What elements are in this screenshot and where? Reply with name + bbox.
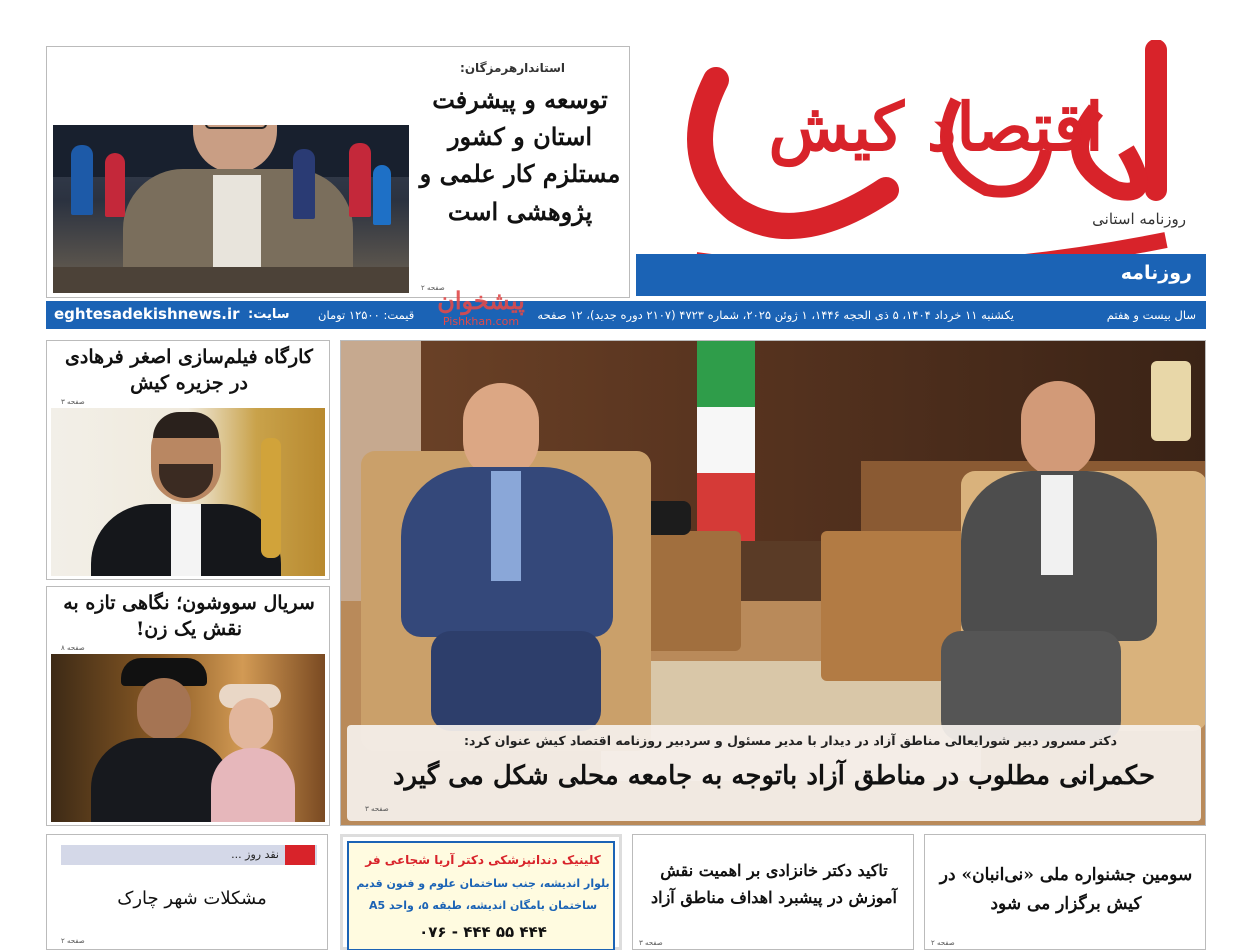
masthead-subtitle: روزنامه استانی — [1092, 210, 1186, 228]
column-logo-icon — [285, 845, 315, 865]
left-story-1[interactable] — [46, 340, 330, 580]
page-ref: صفحه ۳ — [639, 939, 663, 947]
dental-ad[interactable] — [340, 834, 622, 950]
masthead — [636, 40, 1206, 298]
page-ref: صفحه ۲ — [421, 284, 445, 292]
story-headline: کارگاه فیلم‌سازی اصغر فرهادی در جزیره کیش — [65, 346, 313, 394]
masthead-blue-bar — [636, 254, 1206, 296]
page-ref: صفحه ۲ — [931, 939, 955, 947]
info-bar — [46, 301, 1206, 329]
iran-flag — [697, 341, 755, 541]
oscar-statuette — [261, 438, 281, 558]
main-story-kicker: دکتر مسرور دبیر شورایعالی مناطق آزاد در دیدار با مدیر مسئول و سردبیر روزنامه اقتصاد کیش عنوان کرد: — [464, 733, 1117, 748]
column-label: نقد روز ... — [231, 848, 279, 861]
main-story-headline: حکمرانی مطلوب در مناطق آزاد باتوجه به جامعه محلی شکل می گیرد — [392, 761, 1156, 791]
host-shirt — [1041, 475, 1073, 575]
story-3[interactable] — [632, 834, 914, 950]
farhadi-photo — [51, 408, 325, 576]
microphone — [373, 165, 391, 225]
actor-coat — [91, 738, 231, 822]
microphone — [349, 143, 371, 217]
series-photo — [51, 654, 325, 822]
ad-address-1: بلوار اندیشه، جنب ساختمان علوم و فنون قدیم — [356, 877, 610, 890]
issue-year: سال بیست و هفتم — [1106, 308, 1196, 322]
watermark-text: پیشخوان — [437, 286, 525, 315]
guest-head — [463, 383, 539, 479]
watermark-url: Pishkhan.com — [442, 315, 520, 328]
main-story[interactable] — [340, 340, 1206, 826]
flag-green — [697, 341, 755, 407]
column-header — [61, 845, 317, 865]
story-4[interactable] — [924, 834, 1206, 950]
flag-white — [697, 407, 755, 473]
top-story-headline[interactable] — [415, 81, 625, 230]
page-ref: صفحه ۳ — [365, 805, 389, 813]
headline-line: پژوهشی است — [447, 196, 593, 226]
headline-line: توسعه و پیشرفت — [432, 85, 608, 114]
speaker-glasses — [205, 125, 267, 129]
story-headline: تاکید دکتر خانزادی بر اهمیت نقش آموزش در پیشبرد اهداف مناطق آزاد — [651, 861, 897, 908]
ad-phone: ۰۷۶ - ۴۴۴ ۵۵ ۴۴۴ — [419, 923, 547, 941]
wall-light — [1151, 361, 1191, 441]
page-ref: صفحه ۸ — [61, 644, 85, 652]
story-headline: سریال سووشون؛ نگاهی تازه به نقش یک زن! — [63, 592, 315, 640]
ad-title: کلینیک دندانپزشکی دکتر آریا شجاعی فر — [365, 853, 601, 867]
microphone — [71, 145, 93, 215]
phone-table — [641, 531, 741, 651]
masthead-label: روزنامه — [1120, 262, 1192, 284]
person-shirt — [171, 504, 201, 576]
top-story-box[interactable] — [46, 46, 630, 298]
actor-head — [137, 678, 191, 740]
logo-text: اقتصاد کیش — [768, 88, 1104, 166]
column-title: مشکلات شهر چارک — [117, 888, 267, 909]
issue-date: یکشنبه ۱۱ خرداد ۱۴۰۴، ۵ ذی الحجه ۱۴۴۶، ۱ ژوئن ۲۰۲۵، شماره ۴۷۲۳ (۲۱۰۷ دوره جدید)، ۱۲ صفحه — [537, 308, 1014, 322]
column-box[interactable] — [46, 834, 328, 950]
headline-line: استان و کشور — [447, 122, 593, 152]
left-story-2[interactable] — [46, 586, 330, 826]
page-ref: صفحه ۲ — [61, 937, 85, 945]
story-headline: سومین جشنواره ملی «نی‌انبان» در کیش برگزار می شود — [939, 865, 1193, 914]
site-label: سایت: — [248, 307, 290, 322]
actress-dress — [211, 748, 295, 822]
guest-shirt — [491, 471, 521, 581]
top-story-photo — [53, 125, 409, 293]
top-story-kicker: استاندارهرمزگان: — [460, 61, 565, 75]
site-url[interactable]: eghtesadekishnews.ir — [54, 305, 240, 323]
person-hair — [153, 412, 219, 438]
guest-legs — [431, 631, 601, 731]
desk — [53, 267, 409, 293]
actress-head — [229, 698, 273, 750]
host-head — [1021, 381, 1095, 477]
issue-price: قیمت: ۱۲۵۰۰ تومان — [318, 308, 415, 322]
page-ref: صفحه ۳ — [61, 398, 85, 406]
microphone — [293, 149, 315, 219]
headline-line: مستلزم کار علمی و — [419, 159, 621, 189]
ad-address-2: ساختمان بامگان اندیشه، طبقه ۵، واحد A5 — [368, 899, 598, 912]
microphone — [105, 153, 125, 217]
